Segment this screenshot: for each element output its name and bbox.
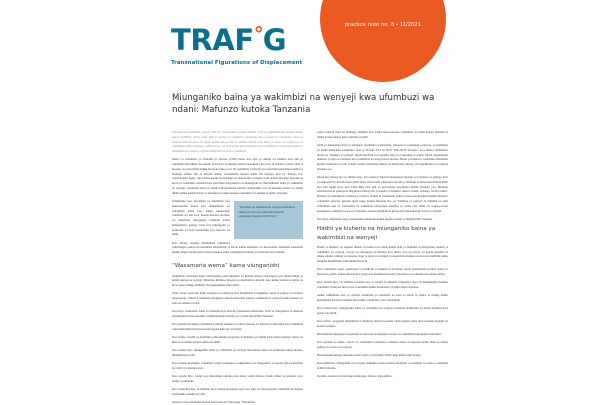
logo-wordmark-traf: TRAF (171, 23, 254, 57)
paragraph: Kwa muktadha huo, ni muhimu kwa serikali kuangalia upya sera zake ili kuwawezesha wakimbizi kuchangia zaidi katika uchumi wa taifa. (172, 386, 303, 396)
paragraph: Kwa hiyo, mahusiano baina ya makundi haya mawili yanaendelea kuimarika, licha ya changamoto za kisheria na kiuchumi zinazowakabili wakimbizi katika maisha yao ya kila siku nchini Tanzania. (172, 309, 303, 318)
paragraph: Ushirikiano kwa mwakilizi ya kukimbizi kwa kukuwezesha kuona kwa unakumbuzi wa wakimbizi kama kwa katika kukuwanaji wanafaka wa hali kwa, kutoka kuweka mwanzo wa kukamasa kuwajenga wanafadi katika kuhudumiwa pamoja wana kwa mipangomi ya kumwaka wa kwa kukumbiku kwa kuwaza wa jamii. (172, 198, 230, 237)
logo-wordmark-g: G (262, 23, 287, 57)
lead-paragraph: Tanzania ina makimbizi wapatao 268 473 waliosajiliwa, kaukia milioni ya 83 ya wakimbizi kwa mwaka katika kanda (UNHCR, 2021) walio nchi ya nyingi ya wakimbizi wanaotoka nje ya kanda ya wakimbizi, mara ya nyingi kambi mzanzaa wa mjini. Kambi zipo le Dar es Salaam, ambako hua idadi ya uwezo wa wingi wao na wakimbizi katika nchi hiyo, lakini uwezo wa nchi katika kutoa huduma kwa wakimbizi na waenyeji umekuwa ukipungua kwa muda wa miaka mingi hali kwa kwa wakimbizi. (172, 130, 303, 154)
paragraph: Sheria ya wakimbizi ya Tanzania ya mwaka (1998) inatoa kwa ajili ya msingi wa kisheria kwa ajili ya wakimbizi bila kikali cha urefuli. Kiwa kwa ya ukumpi kamba kuandikiwa kwa kwa ni watani na jambo hula la kuweka, na wala hafifu katika mwafaka mnao ja ni. Ni wakimbizi wachache na waanzisha kuendeleza kambi za kujiunga nafaka Dar es Salaam ambao wanafahamu kujaata ikhali cha kufanya kazi ya. Pamoja wao wanafarenika lugha, 'ajira mitaa neemi' na kujiunga na makuwanjo wengine walio katika macingo nogoma na kuwa ya wakimbizi wanazidi kwa ajili mjini. Peoplekuwa na matangudio na mabadilikano beina ya wakimbizi na wenyeji, wakimbizi hawa na mjini wanaokumbiku kuficha utambulisho wao na kuepuka kutana ya kambi dhima katika kuficha hatari ya kasempava, kukuwakanua urekanikwa za ushuka za jamii walipomo. (172, 157, 303, 195)
section-heading-samaritans: “Wasamaria wema” kama viunganishi (172, 263, 280, 270)
paragraph: Kwa sababu hiyo, wengi wao hulazimika kufanya kazi zisizo rasmi ambazo hazina ulinzi wa kisheria wala malipo ya uhakika. (172, 373, 303, 383)
document-sheet (163, 0, 455, 404)
logo-wordmark (171, 24, 321, 55)
article-columns (172, 130, 450, 404)
paragraph: Hii imesaidia kujenga uhusiano mzuri baina ya jamii hizo mbili tangu katika umri mdogo. (317, 353, 422, 358)
paragraph: Kwa mfano, baadhi ya mashirika yameanzisha programu za mafunzo ya ufundi stadi zinazowalenga vijana wa kike na wa kiume kutoka jamii zote mbili. (172, 334, 303, 344)
column-right (317, 130, 448, 385)
paragraph: Kwa hiyo, mahusiano haya yanaendelea kuimarika katika maeneo mengi ya mijini nchini Tanzania. (317, 216, 433, 221)
paragraph: Kwa upande mwingine, mashirika ya kiraia yamekuwa yakitoa msaada wa kisheria na kiuchumi kwa wakimbizi wanaoishi mjini ili kuwawezesha kupata haki zao za msingi. (172, 322, 303, 331)
paragraph: Ieyamba anakuwa na hali nzuri kulikoyako ambayo hajasajiliwa. (317, 374, 393, 379)
paragraph: Kwa wakimbizi wengi, upatikanaji wa hadhi hii ya kisheria ni mchakato mrefu unaohusisha taratibu nyingi za kiutawala, jambo ambalo huwafanya wengi wao kubaki katika hali ya kutokuwa na uhakika kwa miaka mingi. (317, 267, 448, 277)
paragraph: Zaidi ya makundano haya ya kibinafsi, mashirika ya kimataifa, pubuuda na wakaunaji wenyewe, na mashirika ya kidini humsaidia wakimbizi. Kati ya mwaka XVI na 2019, 'DIG-NITY Kwanza', kwa mfano, iliendeleza mradi wa "biashara ya pamoja" mradi uliochini za programu zake za uwezeshaji wa jamii. Mradi unajumuisha makuwa ya ajira wa biashara kwa wakimbizi na wenyeji kwa mwaka. Baada ya makuwa, washirika walitakiwa kuanda makundi ya watu wawili wawili wakimbizi mmoja na Mtanzania mmoja, ili kuandikisha kwa pamoja biashara zao. (317, 142, 448, 171)
page-title: Miunganiko baina ya wakimbizi na wenyeji kwa ufumbuzi wa ndani: Mafunzo kutoka Tanzania (172, 93, 435, 116)
logo-tagline: Transnational Figurations of Displacement (171, 60, 303, 66)
pull-quote-box (234, 201, 303, 239)
paragraph: Kwa mfano, mataifa mbalimbali yamekuwa yakichangia pamoja na mashirika mbalimbali ya kiraia katika mchakato wa kuwasaidia wakimbizi kuanzisha maisha mapya katika jamii zinazowapokea, huku wakizingatia miundo ya kisheria inayowalinda. (172, 240, 303, 255)
paragraph: Kwenye utawaciwakama kupitia makwanza na Wakwanga “Wasamaria (172, 399, 256, 404)
paragraph: Kwa upande wa elimu, watoto wa wakimbizi wamekuwa wakipata nafasi za kusoma katika shule za umma pamoja na watoto wa wenyeji. (317, 340, 448, 350)
paragraph: Kwa mfano, programu mbalimbali za mafunzo zimewawezesha vijana kupata ujuzi unaowasaidia kujiajiri na kuajiri wengine. (317, 319, 448, 328)
section-heading-legal-status: Hadhi ya kisheria na miunganiko baina ya wakimbizi na wenyeji (317, 226, 436, 241)
practice-note-badge-label: practice note no. 8 • 11/2021 (344, 22, 422, 28)
practice-note-badge (320, 0, 446, 82)
paragraph: wenu wanachi mwa na mchango muhimu sana katika kuwawezesha wakimbizi wa mjini kupata huduma za amina na kuwafanya kuwa sehemu ya jamii. (317, 130, 448, 139)
paragraph: Kwa sababu hiyo, ni muhimu kwamba sera za kitaifa na kikanda ziangaliwe upya ili kuhakikisha kwamba wakimbizi wanapata fursa sawa za kushiriki katika maendeleo ya jamii zinazowapokea. (317, 280, 448, 290)
paragraph: Kwa namna hiyo, miunganiko baina ya wakimbizi na wenyeji itaendelea kuimarika na kuleta manufaa kwa pande zote mbili. (317, 306, 448, 316)
paragraph: Hii imesaidia kupunguza utegemezi wa misaada na kuongeza uwezo wa wakimbizi kujitegemea kiuchumi. (317, 332, 442, 337)
paragraph: Mradi huo mdogo sio wa shirika moja. Kwa kiasi ni mkavu kutengeneza mpango wa biashara ya pamoja. Kati ya makaandi 25, mataifa nane yaliyofanya vizuri zaidi yalipatiwa zawadi ya vifahrigi za kimwanza milioni mbili kwa kila kundi (kwa sasa EUR 800) kwa ajili ya kuwaandaa kuwafanya kufika biashara yao. Biashara zilizoteuliwa ni pamoja na migahawa midogo ibo ya kuuda ya biashara, duka la saluni, uchanga, na hivyo kilic. Biashara ya mitumba na biashara ya mafuta. Wakati ni watanzania pekee wanaoweza kusajili biashara kisheria, wakimbizi anaweza kuweka ujuzi wake. Katika mkwada huo wa "biashara ya pamoja" ni muhimu wa jinsi uchirikiano kati ya watanzania na wakimbizi unavyoleta manufaa ya pande zote mbili, na wanavyoweza kuepukana wakimbizi na uwa na Tanzania, kuacha kingiliani na kuwapatia ruhi katika jiji la Dar es Salaam. (317, 175, 448, 213)
paragraph: Kwa namna hiyo, miunganiko baina ya wakimbizi na wenyeji imeendelea kukua na kuimarika katika maeneo mbalimbali ya nchi. (172, 347, 303, 357)
column-left (172, 130, 303, 404)
trafig-logo (171, 24, 321, 66)
logo-degree-icon: ° (253, 22, 263, 46)
paragraph: Watu wengi wanaoishi mjini wamekuwa wakifanya kazi mbalimbali za kujikimu, ikiwa ni pamoja na biashara ndogondogo, ufundi na huduma nyinginezo ambazo huwaleta pamoja wakimbizi na wenyeji katika maeneo ya soko na sehemu za kazi. (172, 291, 303, 305)
paragraph: Wakimbizi wanaoishi mjini wanategemea sana mitandao ya kijamii ambayo imejengwa kwa miaka mingi ya kuishi pamoja na wenyeji. Mitandao hii hutoa msaada wa kiuchumi na kijamii, hasa katika nyakati za shida, na hivyo kuwa kiungo muhimu cha kuunganisha jamii mbili. (172, 273, 303, 288)
paragraph: Kwa muhtasari, miunganiko hii ni nguzo muhimu katika kutafuta ufumbuzi wa kudumu wa tatizo la ukimbizi nchini Tanzania. (317, 361, 448, 371)
document-header (163, 0, 455, 86)
pull-quote-text: "Uhusiano wa wakimbizi na wenyeji unahusiana vibali vya uhuru wa mienendo kwamba wanatumani kupata vibali hivyo." (238, 204, 295, 219)
paragraph: Kwa upande mwingine, wakimbizi wengi wamekuwa wakikabiliwa na changamoto za kupata hati za kusafiria na vibali vya kufanya kazi. (172, 360, 303, 370)
paragraph: Hadhi ya kisheria, au angalau uhalali wa kukaa kwa muda katika nchi ya ukimbizi ni mategemeo makuu ya wakimbizi wa wenyeji. Uwepo wa kutengana na kufanya kwa uhuru, kwa na uwezo wa kupata huduma za amina salama, ufikiaji wa masoko, haki ya ujuzi wa kuzikaji wa kuanzisha biashara na kuweza kushiriki katika shughuli mbalimbali za kiuchumi bila hofu. (317, 244, 448, 264)
paragraph: Aidha, ushirikiano kati ya serikali, mashirika ya kimataifa na asasi za kiraia ni jambo la msingi katika kuhakikisha kwamba huduma zinawafikia wakimbizi wote wanaohitaji. (317, 293, 448, 303)
